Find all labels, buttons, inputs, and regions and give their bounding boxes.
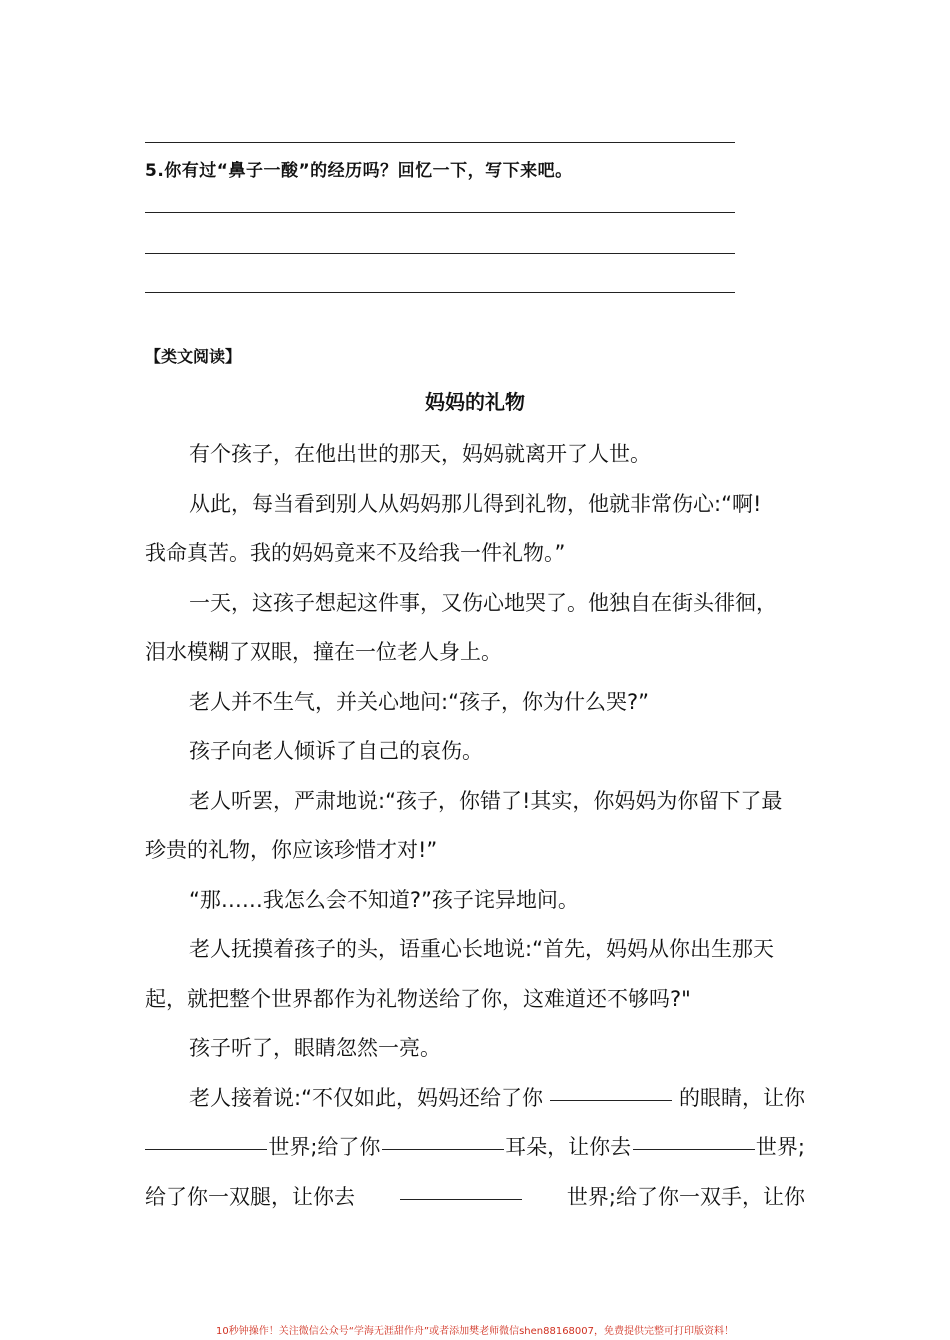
answer-line-2 <box>145 212 735 213</box>
section-label: 【类文阅读】 <box>145 347 242 366</box>
fill-blank[interactable] <box>550 1074 672 1101</box>
fill-blank[interactable] <box>633 1123 755 1150</box>
paragraph: 一天，这孩子想起这件事，又伤心地哭了。他独自在街头徘徊， <box>189 590 777 615</box>
fill-blank[interactable] <box>382 1123 504 1150</box>
paragraph: 老人听罢，严肃地说:“孩子，你错了!其实，你妈妈为你留下了最 <box>189 788 783 813</box>
paragraph-text: 耳朵，让你去 <box>505 1135 632 1159</box>
paragraph: “那……我怎么会不知道?”孩子诧异地问。 <box>189 887 579 912</box>
answer-line-4 <box>145 292 735 293</box>
paragraph-text: 的眼睛，让你 <box>678 1085 805 1110</box>
paragraph-continued: 起，就把整个世界都作为礼物送给了你，这难道还不够吗?" <box>145 986 691 1011</box>
question-5: 5.你有过“鼻子一酸”的经历吗？回忆一下，写下来吧。 <box>145 161 573 181</box>
paragraph-text: 给了你一双腿，让你去 <box>145 1184 355 1209</box>
paragraph-text: 世界;给了你 <box>268 1135 381 1159</box>
footer-notice: 10秒钟操作！关注微信公众号“学海无涯甜作舟”或者添加樊老师微信shen88168007，免费提供完整可打印版资料！ <box>215 1326 735 1337</box>
paragraph-continued: 珍贵的礼物，你应该珍惜才对!” <box>145 838 438 862</box>
answer-line-1 <box>145 142 735 143</box>
story-title: 妈妈的礼物 <box>425 390 525 414</box>
paragraph: 孩子向老人倾诉了自己的哀伤。 <box>189 739 483 763</box>
fill-blank[interactable] <box>145 1123 267 1150</box>
paragraph-with-blanks <box>145 1123 805 1173</box>
paragraph-with-blank <box>145 1173 805 1223</box>
paragraph: 老人抚摸着孩子的头，语重心长地说:“首先，妈妈从你出生那天 <box>189 937 774 961</box>
paragraph: 老人并不生气，并关心地问:“孩子，你为什么哭?” <box>189 689 649 714</box>
answer-line-3 <box>145 253 735 254</box>
paragraph: 有个孩子，在他出世的那天，妈妈就离开了人世。 <box>189 442 651 466</box>
story-body <box>145 430 805 1222</box>
paragraph-text: 老人接着说:“不仅如此，妈妈还给了你 <box>189 1085 543 1110</box>
paragraph-with-blank <box>145 1074 805 1124</box>
paragraph-text: 世界; <box>755 1135 805 1159</box>
paragraph: 从此，每当看到别人从妈妈那儿得到礼物，他就非常伤心:“啊! <box>189 491 762 516</box>
fill-blank[interactable] <box>400 1173 522 1200</box>
paragraph-continued: 泪水模糊了双眼，撞在一位老人身上。 <box>145 640 502 664</box>
paragraph: 孩子听了，眼睛忽然一亮。 <box>189 1036 441 1060</box>
paragraph-continued: 我命真苦。我的妈妈竟来不及给我一件礼物。” <box>145 541 566 565</box>
paragraph-text: 世界;给了你一双手，让你 <box>566 1184 805 1209</box>
